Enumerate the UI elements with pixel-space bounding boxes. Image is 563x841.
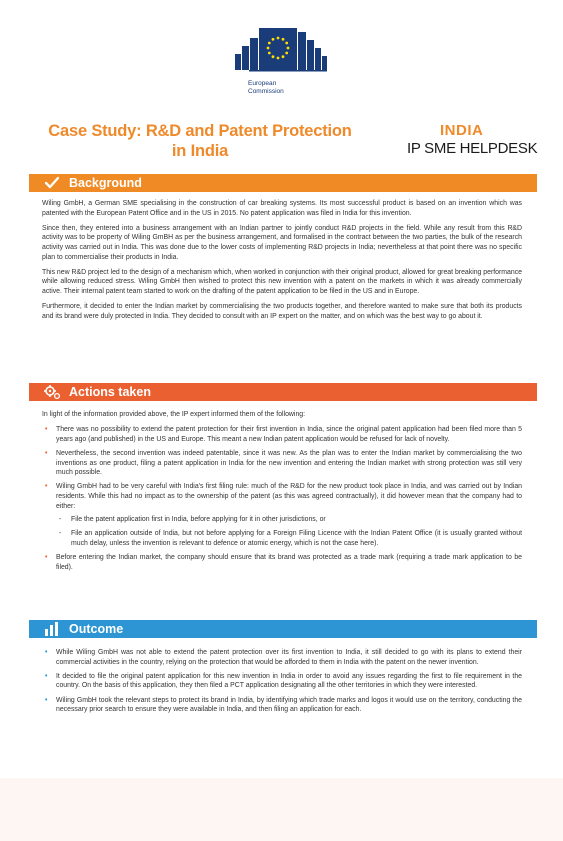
actions-heading: Actions taken <box>69 385 151 399</box>
page-title-line1: Case Study: R&D and Patent Protection <box>48 122 352 140</box>
bullet-icon: • <box>45 449 48 457</box>
list-item-text: Before entering the Indian market, the company should ensure that its brand was protected as a trade mark (requiring a trade mark application to be filed). <box>56 554 522 571</box>
actions-text <box>42 410 522 577</box>
background-paragraph: This new R&D project led to the design of a mechanism which, when worked in conjunction with their original product, allowed for great breaking performance while allowing reduced stress. Wiling GmbH then wished to protect this new invention with a patent on the markets in which it was already commercially active. Their internal patent team started to work on the drafting of the patent application to be filed in the US and in Europe. <box>42 268 522 295</box>
helpdesk-label: IP SME HELPDESK <box>407 140 538 157</box>
list-item-text: While Wiling GmbH was not able to extend the patent protection over its first invention to India, it still decided to go with its plans to extend their commercial activities in the country, relying on the protection that would be afforded to them in India with the patent on the newer invention. <box>56 649 522 666</box>
list-item-text: There was no possibility to extend the patent protection for their first invention in India, since the original patent application had been filed more than 5 years ago (and published) in the US and Europe. This meant a new Indian patent application would be refused for lack of novelty. <box>56 426 522 443</box>
sub-list-item <box>56 529 522 548</box>
gears-icon <box>43 384 61 400</box>
country-label: INDIA <box>440 122 484 139</box>
list-item-text: Wiling GmbH took the relevant steps to protect its brand in India, by identifying which trade marks and logos it would use on the territory, conducting the necessary prior search to ensure they were available in India, and then filing an application for each. <box>56 696 522 714</box>
list-item <box>42 648 522 667</box>
logo-caption-line1: European <box>248 80 277 87</box>
sub-list <box>56 515 522 548</box>
logo-caption <box>248 80 284 96</box>
actions-list <box>42 425 522 572</box>
bullet-icon: • <box>45 426 48 434</box>
background-text <box>42 199 522 327</box>
sub-list-item-text: File an application outside of India, but not before applying for a Foreign Filing Licence with the Indian Patent Office (it is usually granted without much delay, unless the invention is relevant to defence or atomic energy, which is not the case here). <box>71 530 522 547</box>
dash-icon: - <box>59 516 62 524</box>
list-item <box>42 449 522 478</box>
page-title <box>30 121 370 161</box>
outcome-text <box>42 648 522 719</box>
list-item <box>42 672 522 691</box>
bullet-icon: • <box>45 483 48 491</box>
background-section-bar <box>29 174 537 192</box>
bar-chart-icon <box>43 621 61 637</box>
background-heading: Background <box>69 176 142 190</box>
logo-caption-line2: Commission <box>248 88 284 95</box>
list-item <box>42 482 522 548</box>
check-icon <box>43 175 61 191</box>
bullet-icon: • <box>45 649 48 656</box>
dash-icon: - <box>59 530 62 538</box>
bullet-icon: • <box>45 672 48 680</box>
list-item <box>42 696 522 715</box>
outcome-list <box>42 648 522 715</box>
page-title-line2: in India <box>171 142 229 160</box>
sub-list-item-text: File the patent application first in India, before applying for it in other jurisdictions, or <box>71 516 326 524</box>
page-margin <box>0 778 563 841</box>
bullet-icon: • <box>45 554 48 562</box>
list-item <box>42 553 522 572</box>
actions-section-bar <box>29 383 537 401</box>
list-item <box>42 425 522 444</box>
outcome-section-bar <box>29 620 537 638</box>
background-paragraph: Wiling GmbH, a German SME specialising in the construction of car breaking systems. Its most successful product is based on an invention which was patented with the European Patent Office and in the US in 2015. No patent application was filed in India for this invention. <box>42 200 522 217</box>
list-item-text: Nevertheless, the second invention was indeed patentable, since it was new. As the plan was to enter the Indian market by commercialising the two inventions as one product, filing a patent application in India for the new invention and entering the Indian market with strong protection was still very much possible. <box>56 449 522 477</box>
outcome-heading: Outcome <box>69 622 124 636</box>
background-paragraph: Furthermore, it decided to enter the Indian market by commercialising the two products together, and therefore wanted to make sure that both its products and its brand were duly protected in India. They decided to consult with an IP expert on the matter, and on which was the best way to go about it. <box>42 303 522 320</box>
bullet-icon: • <box>45 696 48 704</box>
background-paragraph: Since then, they entered into a business arrangement with an Indian partner to jointly conduct R&D projects in the field. While any result from this R&D activity was to be property of Wiling GmBH as per the business arrangement, and formalised in the contract between the two parties, the bulk of the research activity was carried out in India. This was done due to the lower costs of implementing R&D projects in India; nevertheless at that point there was no specific plan to commercialise their products in India. <box>42 224 522 261</box>
list-item-text: Wiling GmbH had to be very careful with India's first filing rule: much of the R&D for the new product took place in India, and was carried out by Indian residents. While this had no impact as to the ownership of the patent (as this was agreed contractually), it did however mean that the company had to either: <box>56 483 522 510</box>
sub-list-item <box>56 515 522 525</box>
actions-intro: In light of the information provided above, the IP expert informed them of the following: <box>42 411 306 418</box>
list-item-text: It decided to file the original patent application for this new invention in India in order to avoid any issues regarding the first to file requirement in the country. On the basis of this application, they then filed a PCT application designating all the other territories in which they were interested. <box>56 672 522 690</box>
